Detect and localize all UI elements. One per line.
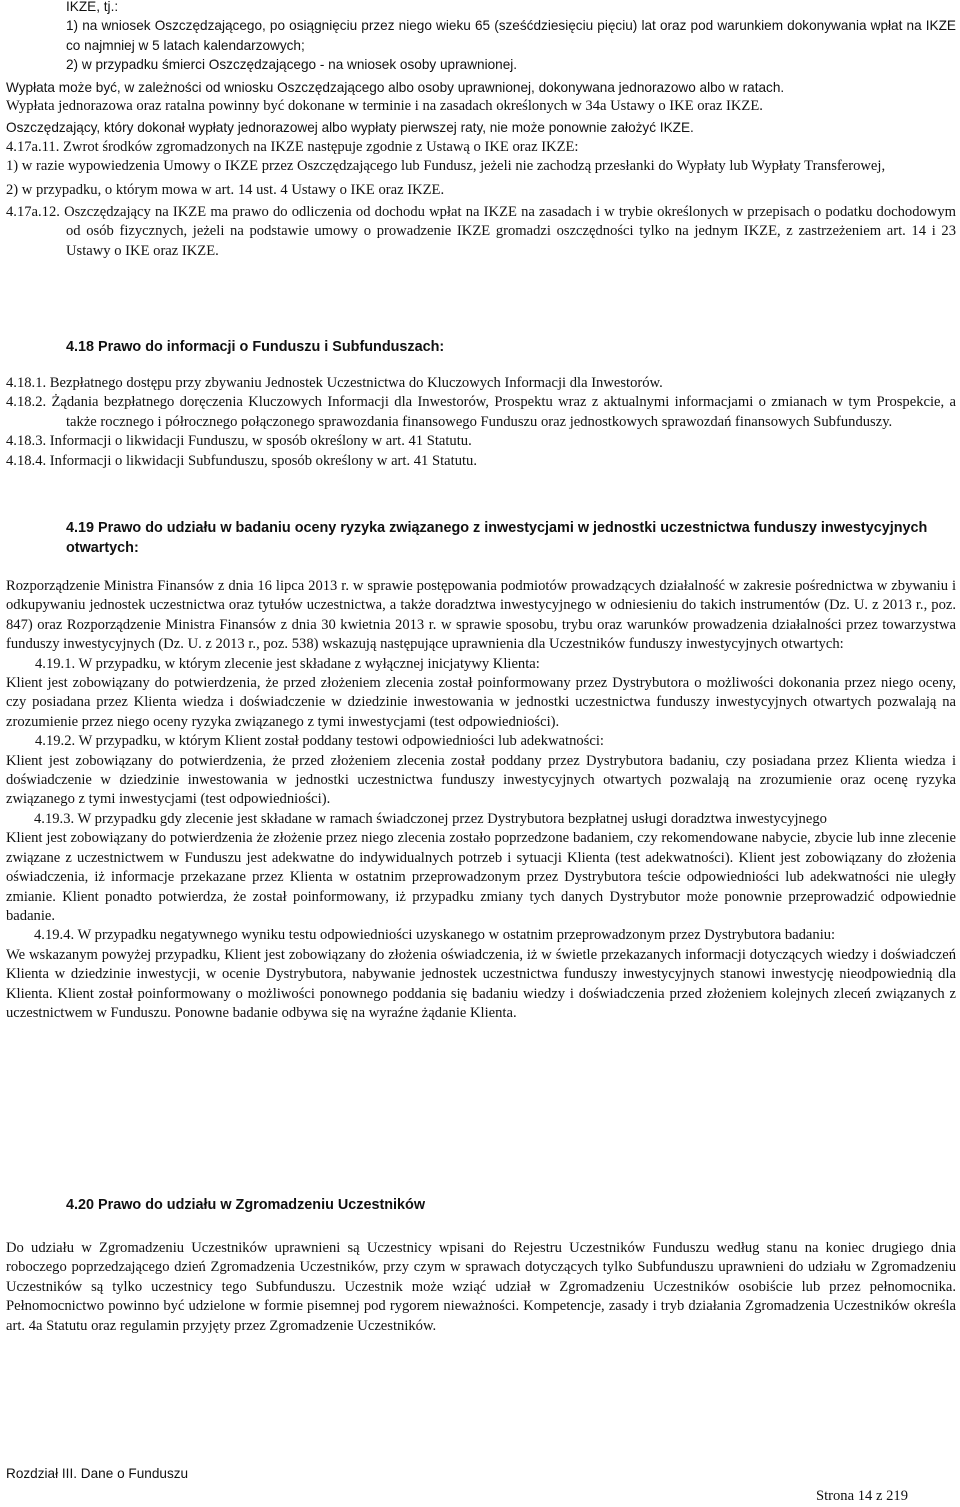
regulation-intro: Rozporządzenie Ministra Finansów z dnia 16 lipca 2013 r. w sprawie postępowania podmiotów prowadzących działalność w zakresie pośrednictwa w zbywaniu i odkupywaniu jednostek uczestnictwa oraz tytułów uczestnictwa, a także doradztwa inwestycyjnego w odniesieniu do takich instrumentów (Dz. U. z 2013 r., poz. 847) oraz Rozporządzenie Ministra Finansów z dnia 30 kwietnia 2013 r. w sprawie sposobu, trybu oraz warunków prowadzenia działalności przez towarzystwa funduszy inwestycyjnych (Dz. U. z 2013 r., poz. 538) wskazują następujące uprawnienia dla Uczestników funduszy inwestycyjnych otwartych: [6,578,956,653]
list-item: 4.18.3. Informacji o likwidacji Funduszu, w sposób określony w art. 41 Statutu. [6,433,472,450]
section-4-19-body [6,577,956,1023]
footer-chapter: Rozdział III. Dane o Funduszu [6,1466,189,1481]
list-item: 4.18.2. Żądania bezpłatnego doręczenia Kluczowych Informacji dla Inwestorów, Prospektu wraz z aktualnymi informacjami o zmianach w tym Prospekcie, a także rocznego i półrocznego połączonego sprawozdania finansowego Funduszu oraz jednostkowych sprawozdań finansowych Subfunduszy. [6,394,956,430]
clause-4-17a-12: 4.17a.12. Oszczędzający na IKZE ma prawo do odliczenia od dochodu wpłat na IKZE na zasadach i w trybie określonych w przepisach o podatku dochodowym od osób fizycznych, jeżeli na podstawie umowy o prowadzenie IKZE gromadzi oszczędności tylko na jednym IKZE, z zastrzeżeniem art. 14 i 23 Ustawy o IKE oraz IKZE. [6,204,956,259]
reopen-restriction-paragraph: Oszczędzający, który dokonał wypłaty jednorazowej albo wypłaty pierwszej raty, nie może ponownie założyć IKZE. [6,120,694,136]
clause-4-17a-11-item-2: 2) w przypadku, o którym mowa w art. 14 ust. 4 Ustawy o IKE oraz IKZE. [6,181,445,198]
ikze-condition-2: 2) w przypadku śmierci Oszczędzającego - na wniosek osoby uprawnionej. [66,57,518,73]
section-number: 4.19 [66,520,95,536]
subclause-4-19-2-body: Klient jest zobowiązany do potwierdzenia, że przed złożeniem zlecenia został poddany przez Dystrybutora badaniu, czy posiadana przez Klienta wiedza i doświadczenie w dziedzinie inwestowania w jednostki uczestnictwa funduszy inwestycyjnych otwartych pozwalają na zrozumienie oraz ocenę ryzyka związanego z tymi inwestycjami (test odpowiedniości). [6,752,956,808]
footer-page-number: Strona 14 z 219 [815,1488,908,1504]
section-number: 4.20 [66,1197,95,1213]
section-title: Prawo do udziału w badaniu oceny ryzyka związanego z inwestycjami w jednostki uczestnictwa funduszy inwestycyjnych otwartych: [66,520,928,556]
continued-line: IKZE, tj.: [66,0,119,14]
subclause-4-19-4: 4.19.4. W przypadku negatywnego wyniku testu odpowiedniości uzyskanego w ostatnim przeprowadzonym przez Dystrybutora badaniu: [34,927,836,944]
subclause-4-19-2: 4.19.2. W przypadku, w którym Klient został poddany testowi odpowiedniości lub adekwatności: [35,733,604,750]
subclause-4-19-4-body: We wskazanym powyżej przypadku, Klient jest zobowiązany do złożenia oświadczenia, iż w świetle przekazanych informacji dotyczących wiedzy i doświadczeń Klienta w dziedzinie inwestycji, w ocenie Dystrybutora, nabywanie jednostek uczestnictwa funduszy inwestycyjnych stanowi inwestycję nieodpowiednią dla Klienta. Klient został poinformowany o możliwości ponownego poddania się badaniu wiedzy i doświadczenia przed złożeniem kolejnych zleceń związanych z uczestnictwem w Funduszu. Ponowne badanie odbywa się na wyraźne żądanie Klienta. [6,946,956,1021]
clause-4-17a-11-item-1: 1) w razie wypowiedzenia Umowy o IKZE przez Oszczędzającego lub Fundusz, jeżeli nie zachodzą przesłanki do Wypłaty lub Wypłaty Transferowej, [6,158,886,175]
payout-terms-paragraph: Wypłata jednorazowa oraz ratalna powinny być dokonane w terminie i na zasadach określonych w 34a Ustawy o IKE oraz IKZE. [6,98,763,115]
meeting-rights-paragraph: Do udziału w Zgromadzeniu Uczestników uprawnieni są Uczestnicy wpisani do Rejestru Uczestników Funduszu według stanu na koniec drugiego dnia roboczego poprzedzającego dzień Zgromadzenia Uczestników, przy czym w sprawach dotyczących tylko Subfunduszu uprawnieni do udziału w Zgromadzeniu Uczestników są tylko uczestnicy tego Subfunduszu. Uczestnik może wziąć udział w Zgromadzeniu Uczestników osobiście lub przez pełnomocnika. Pełnomocnictwo powinno być udzielone w formie pisemnej pod rygorem nieważności. Kompetencje, zasady i tryb działania Zgromadzenia Uczestników określa art. 4a Statutu oraz regulamin przyjęty przez Zgromadzenie Uczestników. [6,1240,956,1334]
subclause-4-19-1-body: Klient jest zobowiązany do potwierdzenia, że przed złożeniem zlecenia został poinformowany przez Dystrybutora o możliwości dokonania przez niego oceny, czy posiadana przez Klienta wiedza i doświadczenie w dziedzinie inwestowania w jednostki uczestnictwa funduszy inwestycyjnych otwartych pozwalają na zrozumienie przez niego oceny ryzyka związanego z tymi inwestycjami (test odpowiedniości). [6,675,956,730]
clause-4-17a-11: 4.17a.11. Zwrot środków zgromadzonych na IKZE następuje zgodnie z Ustawą o IKE oraz IKZE: [6,138,579,155]
subclause-4-19-3: 4.19.3. W przypadku gdy zlecenie jest składane w ramach świadczonej przez Dystrybutora bezpłatnej usługi doradztwa inwestycyjnego [34,810,827,827]
section-heading-4-20 [66,1195,425,1215]
section-number: 4.18 [66,339,95,355]
ikze-section [6,0,956,261]
section-title: Prawo do udziału w Zgromadzeniu Uczestników [98,1197,426,1213]
subclause-4-19-1: 4.19.1. W przypadku, w którym zlecenie jest składane z wyłącznej inicjatywy Klienta: [35,655,540,672]
payout-paragraph: Wypłata może być, w zależności od wniosku Oszczędzającego albo osoby uprawnionej, dokonywana jednorazowo albo w ratach. [6,79,785,95]
section-4-20-body [6,1239,956,1336]
section-heading-4-18 [66,337,444,357]
list-item: 4.18.4. Informacji o likwidacji Subfunduszu, sposób określony w art. 41 Statutu. [6,452,477,469]
section-title: Prawo do informacji o Funduszu i Subfunduszach: [98,339,445,355]
subclause-4-19-3-body: Klient jest zobowiązany do potwierdzenia że złożenie przez niego zlecenia zostało poprzedzone badaniem, czy rekomendowane nabycie, zbycie lub inne zlecenie związane z uczestnictwem w Funduszu jest adekwatne do indywidualnych potrzeb i sytuacji Klienta (test adekwatności). Klient jest zobowiązany do złożenia oświadczenia, iż informacje przekazane przez Klienta w ostatnim przeprowadzonym przez Dystrybutora teście odpowiedniości lub adekwatności nie uległy zmianie. Klient ponadto potwierdza, że został poinformowany, iż przypadku zmiany tych danych Dystrybutor może ponownie przeprowadzić odpowiednie badanie. [6,830,956,924]
section-4-18-list [6,374,956,471]
section-heading-4-19 [66,518,956,558]
list-item: 4.18.1. Bezpłatnego dostępu przy zbywaniu Jednostek Uczestnictwa do Kluczowych Informacji dla Inwestorów. [6,375,663,391]
ikze-condition-1: 1) na wniosek Oszczędzającego, po osiągnięciu przez niego wieku 65 (sześćdziesięciu pięciu) lat oraz pod warunkiem dokonywania wpłat na IKZE co najmniej w 5 latach kalendarzowych; [66,18,956,53]
